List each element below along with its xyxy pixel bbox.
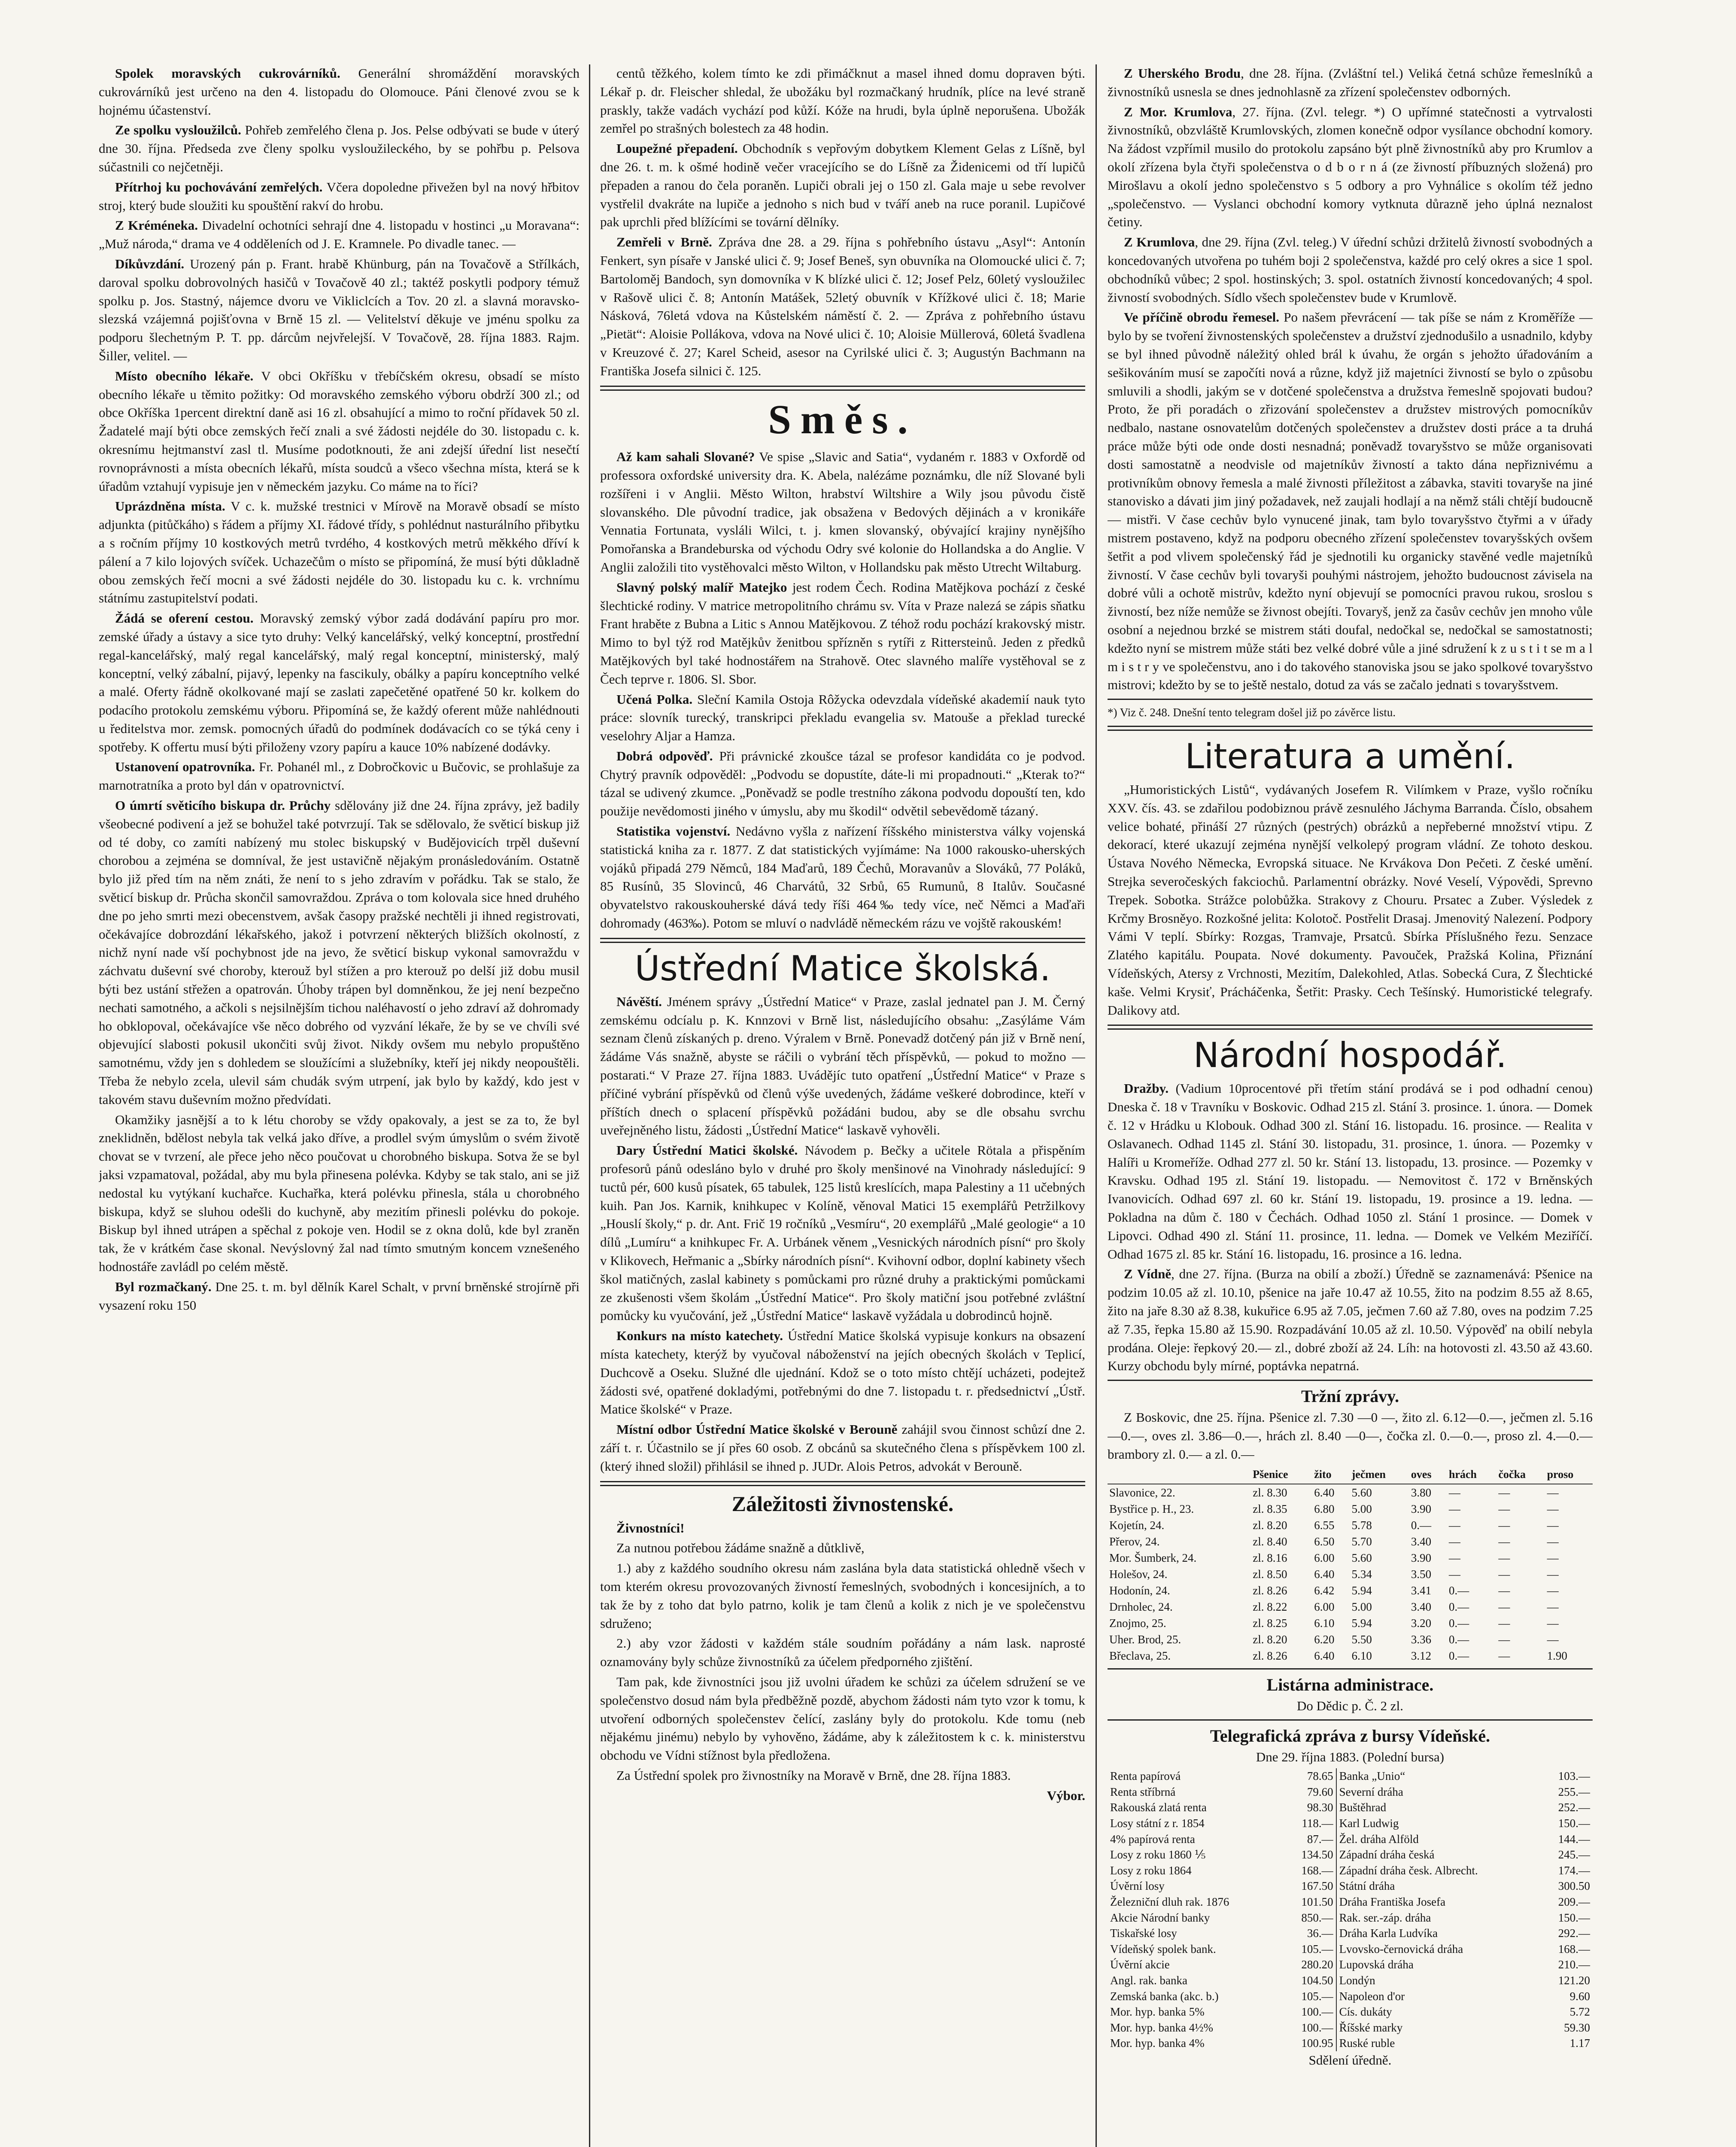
- security-name: Žel. dráha Alföld: [1339, 1832, 1419, 1846]
- security-price: 174.—: [1558, 1864, 1590, 1877]
- bourse-row: [1108, 1957, 1593, 1973]
- security-name: Losy státní z r. 1854: [1110, 1816, 1205, 1830]
- grain-price: 5.60: [1351, 1551, 1372, 1564]
- grain-price: 5.60: [1351, 1486, 1372, 1499]
- security-name: Renta stříbrná: [1110, 1785, 1176, 1798]
- market-town: Mor. Šumberk, 24.: [1109, 1551, 1197, 1564]
- news-paragraph: Zemřeli v Brně. Zpráva dne 28. a 29. října s pohřebního ústavu „Asyl“: Antonín Fenkert, syn písaře v Janské ulici č. 9; Josef Beneš, syn obuvníka na Olomoucké ulici č. 7; Bartoloměj Bandoch, syn domovníka v K blízké ulici č. 12; Josef Pelz, 60letý vysloužilec v Rašově ulici č. 8; Antonín Matášek, 52letý obuvník v Křížkové ulici č. 18; Marie Násková, 76letá vdova na Kůstelském náměstí č. 2. — Zpráva z pohřebního ústavu „Pietät“: Aloisie Pollákova, vdova na Nové ulici č. 10; Aloisie Müllerová, 60letá švadlena v Kreuzové č. 27; Karel Scheid, asesor na Cyrilské ulici č. 3; Augustýn Bachmann na Františka Josefa silnici č. 125.: [600, 234, 1085, 378]
- security-name: Dráha Karla Ludvíka: [1339, 1927, 1438, 1940]
- grain-price: 6.10: [1351, 1649, 1372, 1662]
- news-paragraph: Ustanovení opatrovníka. Fr. Pohanél ml., z Dobročkovic u Bučovic, se prohlašuje za marnotratníka a proto byl dán v opatrovnictví.: [99, 759, 580, 793]
- grain-row: [1108, 1484, 1593, 1501]
- bourse-row: [1108, 1925, 1593, 1941]
- security-price: 101.50: [1283, 1894, 1336, 1910]
- security-name: Karl Ludwig: [1339, 1816, 1399, 1830]
- security-name: Rak. ser.-záp. dráha: [1339, 1911, 1431, 1924]
- grain-price: —: [1449, 1567, 1461, 1581]
- bourse-footer: Sdělení úředně.: [1308, 2052, 1392, 2068]
- security-name: Rakouská zlatá renta: [1110, 1801, 1207, 1814]
- grain-price: zl. 8.20: [1253, 1518, 1287, 1532]
- grain-price: 0.—: [1449, 1649, 1469, 1662]
- section-divider: [600, 386, 1085, 391]
- grain-price: —: [1498, 1551, 1510, 1564]
- grain-price: —: [1547, 1502, 1559, 1515]
- grain-price: zl. 8.26: [1253, 1584, 1287, 1597]
- grain-row: [1108, 1599, 1593, 1615]
- zivnost-paragraph: 2.) aby vzor žádosti v každém stále soudním pořádány a nám lask. naprosté oznamovány byly schůze živnostníků za účelem předporného zjištění.: [600, 1636, 1085, 1670]
- grain-price: 5.94: [1351, 1584, 1372, 1597]
- grain-price: zl. 8.16: [1253, 1551, 1287, 1564]
- grain-price-table: [1108, 1466, 1593, 1664]
- section-divider: [1108, 726, 1593, 731]
- market-town: Přerov, 24.: [1109, 1535, 1160, 1548]
- zivnost-paragraph: Živnostníci!: [616, 1520, 685, 1536]
- local-news: [99, 64, 580, 1314]
- market-town: Hodonín, 24.: [1109, 1584, 1170, 1597]
- news-paragraph: Byl rozmačkaný. Dne 25. t. m. byl dělník Karel Schalt, v první brněnské strojírně při vysazení roku 150: [99, 1279, 580, 1313]
- grain-price: 0.—: [1449, 1616, 1469, 1630]
- telegram-paragraph: Ve příčině obrodu řemesel. Po našem převrácení — tak píše se nám z Kroměříže — bylo by se tvoření živnostenských společenstev a družství zjednodušilo a usnadnilo, kdyby se byl ihned původně náležitý ohled brál k úvahu, že orgán s jehožto úřadováním a sešikováním musí se započíti nová a různe, když již majetníci živností se bylo o způsobu smluvili a shodli, jakým se v dotčené společenstva a družstva řemeslně spojovati budou? Proto, že při poradách o zřizování společenstev a družstev mistrových pomocníkův nedbalo, nastane osnovatelům dotčených společenstev a družstev dosti práce a ta druhá práce může býti ode onde dosti nesnadná; poněvadž tovaryšstvo se může organisovati dosti samostatně a neodvisle od majetníkův živností a takto dána nepřiznivému a protivníkům obnovy řemesla a malé živnosti příležitost a zábavka, staviti tovaryše na jiné stanovisko a dávati jim jiný požadavek, než zaujali hodlají a na němž stáli chtějí budoucně — mistři. V čase cechův bylo vynucené jinak, tam bylo tovaryšstvo čtyřmi a v úřady mistrem postaveno, když na podporu obecného zřízení společenstev tovaryšských ovšem šetřit a pod vlivem společenský řád je sjednotili ku organicky stavěné vedle majetníků živností. V čase cechův byli tovaryši pouhými nástrojem, jehožto budoucnost závisela na dobré vůli a ochotě mistrův, kdežto nyní objevují se pomocníci pravou rukou, sroslou s živností, bez níže nemůže se živnost obejíti. Tovaryš, jenž za časův cechův jen mnoho vůle osobní a nejednou brzké se mistrem státi doufal, nedočkal se, nedočkal se samostatnosti; kdežto nyní se mistrem může státi bez velké dobré vůle a jiné sdružení k z u s t i t se m a l m i s t r y ve společenstvu, ano i do takového stanoviska jsou se jako spolkové tovaryšstvo mistrovi; kdežto by se to ještě nestalo, dotud za vás se začalo jednati s tovaryšstvem.: [1108, 310, 1593, 693]
- security-price: 168.—: [1558, 1942, 1590, 1955]
- security-price: 79.60: [1283, 1784, 1336, 1800]
- grain-price: —: [1498, 1535, 1510, 1548]
- security-name: Železniční dluh rak. 1876: [1110, 1895, 1229, 1908]
- grain-price: —: [1449, 1502, 1461, 1515]
- market-town: Holešov, 24.: [1109, 1567, 1168, 1581]
- literature-heading: Literatura a umění.: [1185, 736, 1515, 777]
- grain-price: 6.20: [1314, 1633, 1335, 1646]
- security-price: 59.30: [1564, 2021, 1590, 2034]
- grain-column-header: proso: [1545, 1466, 1593, 1484]
- grain-price: 5.94: [1351, 1616, 1372, 1630]
- grain-price: zl. 8.40: [1253, 1535, 1287, 1548]
- grain-price: 6.42: [1314, 1584, 1335, 1597]
- grain-price: —: [1547, 1518, 1559, 1532]
- section-divider: [600, 1481, 1085, 1486]
- smes-paragraph: Učená Polka. Sleční Kamila Ostoja Rôžycka odevzdala vídeňské akademií nauk tyto práce: slovník turecký, transkripci překladu evangelia sv. Matouše a překlad turecké veselohry Aljar a Hamza.: [600, 691, 1085, 744]
- security-name: Lvovsko-černovická dráha: [1339, 1942, 1463, 1955]
- zivnost-signature: Výbor.: [1047, 1788, 1085, 1803]
- security-price: 100.—: [1283, 2020, 1336, 2036]
- security-price: 150.—: [1558, 1911, 1590, 1924]
- bourse-row: [1108, 1941, 1593, 1957]
- grain-column-header: ječmen: [1350, 1466, 1409, 1484]
- security-price: 292.—: [1558, 1927, 1590, 1940]
- bourse-row: [1108, 1894, 1593, 1910]
- security-name: Úvěrní losy: [1110, 1879, 1165, 1893]
- security-price: 252.—: [1558, 1801, 1590, 1814]
- security-name: Cís. dukáty: [1339, 2005, 1392, 2019]
- grain-column-header: žito: [1312, 1466, 1350, 1484]
- grain-price: —: [1449, 1535, 1461, 1548]
- telegrams-section: [1108, 64, 1593, 694]
- security-price: 87.—: [1283, 1831, 1336, 1847]
- grain-price: 1.90: [1547, 1649, 1567, 1662]
- column-rule: [1096, 64, 1097, 2147]
- grain-price: —: [1547, 1535, 1559, 1548]
- grain-price: —: [1547, 1584, 1559, 1597]
- grain-price: —: [1547, 1551, 1559, 1564]
- telegram-paragraph: Z Uherského Brodu, dne 28. října. (Zvláštní tel.) Veliká četná schůze řemeslníků a živnostníků usnesla se dnes jednohlasně za zřízení společenstev odborných.: [1108, 66, 1593, 99]
- security-price: 36.—: [1283, 1925, 1336, 1941]
- security-name: Lupovská dráha: [1339, 1958, 1414, 1971]
- bourse-date: Dne 29. října 1883. (Polední bursa): [1256, 1749, 1445, 1765]
- smes-paragraph: Statistika vojenství. Nedávno vyšla z nařízení říšského ministerstva války vojenská statistická kniha za r. 1877. Z dat statistických vyjímáme: Na 1000 rakousko-uherských vojáků připadá 279 Němců, 184 Maďarů, 189 Čechů, Moravanův a Slováků, 77 Poláků, 85 Rusínů, 35 Slovinců, 46 Charvátů, 32 Srbů, 65 Rumunů, 8 Italův. Současné obyvatelstvo rakouskouherské dává tedy říši 464‰ tedy více, neč Němci a Maďaři dohromady (463‰). Potom se mluví o nadvládě německém rázu ve vojště rakouském!: [600, 824, 1085, 931]
- bourse-row: [1108, 1989, 1593, 2004]
- literature-paragraph: „Humoristických Listů“, vydávaných Josefem R. Vilímkem v Praze, vyšlo ročníku XXV. čís. 43. se zdařilou podobiznou právě zesnulého Jáchyma Barranda. Číslo, obsahem velice bohaté, přináší 27 různých (pestrých) obrázků a nepřeberné množství vtipu. Z dekorací, které ukazují zejména nynější velkolepý program vládní. Ze tohoto deskou. Ústava Nového Německa, Evropská situace. Ne Krvákova Don Pečeti. Z české umění. Strejka severočeských fakciochů. Parlamentní obrázky. Nové Veselí, Výpovědi, Sprevno Trepek. Sobotka. Strážce polobůžka. Strakovy z Chouru. Prsatec a Zuber. Výsledek z Krčmy Brosněyo. Rozkošné jelita: Kolotoč. Postřelit Drasaj. Jmenovitý Nalezení. Podpory Vámi V teplí. Sbírky: Rozgas, Tramvaje, Prsatců. Sbírka Příslušného řezu. Senzace Zlatého kapitálu. Poupata. Nové dokumenty. Pavouček, Pražská Kolina, Přiznání Vídeňských, Atersy z Vrchnosti, Mezitím, Dalekohled, Atlas. Sobecká Cura, Z Šlechtické kaše. Velmi Krysiť, Prácháčenka, Šetřit: Prasky. Cech Tešínský. Humoristické telegrafy. Dalikovy atd.: [1108, 782, 1593, 1018]
- security-price: 105.—: [1283, 1941, 1336, 1957]
- grain-price: 3.20: [1411, 1616, 1432, 1630]
- market-heading: Tržní zprávy.: [1301, 1387, 1399, 1406]
- security-price: 1.17: [1569, 2037, 1590, 2050]
- admin-heading: Listárna administrace.: [1266, 1675, 1434, 1694]
- grain-price: —: [1449, 1551, 1461, 1564]
- bourse-row: [1108, 1768, 1593, 1784]
- grain-row: [1108, 1648, 1593, 1664]
- smes-paragraph: Až kam sahali Slované? Ve spise „Slavic and Satia“, vydaném r. 1883 v Oxfordě od professora oxfordské university dra. K. Abela, nalézáme poznámku, dle níž Slované byli rozšířeni i v Anglii. Město Wilton, hrabství Wiltshire a Wily jsou původu čistě slovanského. Dle původní tradice, jak obsažena v Bedových dějinách a v kronikáře Vennatia Fortunata, vysláli Wilci, t. j. kmen slovanský, obývající krajiny nynějšího Pomořanska a Brandeburska od východu Odry své kolonie do Hollandska a do Anglie. V Anglii založili tito vystěhovalci město Wilton, v Hollandsku pak město Utrecht Wiltaburg.: [600, 449, 1085, 575]
- matice-paragraph: Konkurs na místo katechety. Ústřední Matice školská vypisuje konkurs na obsazení místa katechety, kterýž by vyučoval náboženství na jejích obecných školách v Teplicí, Duchcově a Oseku. Služné dle ujednání. Kdož se o toto místo chtějí ucházeti, podejtež žádosti své, opatřené dokladými, potřebnými do dne 7. listopadu t. r. předsednictví „Ústř. Matice školské“ v Praze.: [600, 1328, 1085, 1417]
- security-name: Renta papírová: [1110, 1770, 1181, 1783]
- grain-price: 3.12: [1411, 1649, 1432, 1662]
- security-name: Londýn: [1339, 1974, 1375, 1987]
- grain-price: 6.40: [1314, 1486, 1335, 1499]
- grain-column-header: [1108, 1466, 1251, 1484]
- admin-text: Do Dědic p. Č. 2 zl.: [1297, 1698, 1403, 1713]
- market-town: Uher. Brod, 25.: [1109, 1633, 1181, 1646]
- grain-price: zl. 8.35: [1253, 1502, 1287, 1515]
- grain-price: 3.50: [1411, 1567, 1432, 1581]
- security-name: Napoleon d'or: [1339, 1989, 1405, 2003]
- zivnost-heading: Záležitosti živnostenské.: [731, 1491, 954, 1516]
- grain-row: [1108, 1631, 1593, 1648]
- grain-price: 5.34: [1351, 1567, 1372, 1581]
- security-price: 103.—: [1558, 1770, 1590, 1783]
- news-paragraph: Ze spolku vysloužilců. Pohřeb zemřelého člena p. Jos. Pelse odbývati se bude v úterý dne 30. října. Předseda zve členy spolku vysloužileckého, by se pohřbu p. Pelsova súčastnili co nejčetněji.: [99, 122, 580, 174]
- zivnost-paragraph: Za Ústřední spolek pro živnostníky na Moravě v Brně, dne 28. října 1883.: [616, 1767, 1011, 1783]
- security-name: Vídeňský spolek bank.: [1110, 1942, 1216, 1955]
- news-paragraph: Místo obecního lékaře. V obci Okříšku v třebíčském okresu, obsadí se místo obecního lékaře u těmito požitky: Od moravského zemského výboru obdrží 300 zl.; od obce Okříška 1percent direktní daně asi 16 zl. obsahující a mimo to roční přídavek 50 zl. Žadatelé mají býti obce zemských řečí znali a své žádosti nejdéle do 30. listopadu c. k. okresnímu hejtmanství zasl tl. Musíme podotknouti, že ani zdejší úřední list nesečtí rovnoprávnosti a místa obecních lékařů, místa soudců a všeco všechna místa, která se k úřadům vztahují vypisuje jen v německém jazyku. Co máme na to říci?: [99, 368, 580, 494]
- grain-price: 6.80: [1314, 1502, 1335, 1515]
- bourse-row: [1108, 1816, 1593, 1831]
- telegram-paragraph: Z Mor. Krumlova, 27. října. (Zvl. telegr. *) O upřímné statečnosti a vytrvalosti živnostníků, obzvláště Krumlovských, zlomen konečně odpor vysílance obchodní komory. Na žádost vzpřímil musilo do protokolu zapsáno být plně živnostníků aby pro Krumlov a okolí zřízena byla čtyři společenstva o d b o r n á (ze živností příbuzných složená) pro Mirošlavu a okolí jedno společenstvo s 5 odbory a pro Vyhnálice s okolím též jedno „společenstvo. — Vyslanci obchodní komory vytknuta důrazně jeho úplná neznalost četiny.: [1108, 104, 1593, 230]
- news-paragraph: Z Kréméneka. Divadelní ochotníci sehrají dne 4. listopadu v hostinci „u Moravana“: „Muž národa,“ drama ve 4 odděleních od J. E. Kramnele. Po divadle tanec. —: [99, 218, 580, 252]
- security-price: 104.50: [1283, 1973, 1336, 1989]
- grain-row: [1108, 1550, 1593, 1566]
- grain-price: —: [1498, 1502, 1510, 1515]
- grain-price: —: [1547, 1600, 1559, 1613]
- grain-price: zl. 8.50: [1253, 1567, 1287, 1581]
- grain-price: —: [1498, 1518, 1510, 1532]
- bourse-row: [1108, 2020, 1593, 2036]
- grain-price: 3.90: [1411, 1502, 1432, 1515]
- grain-price: —: [1547, 1486, 1559, 1499]
- security-name: Tiskařské losy: [1110, 1927, 1177, 1940]
- grain-column-header: oves: [1409, 1466, 1447, 1484]
- security-price: 210.—: [1558, 1958, 1590, 1971]
- bourse-row: [1108, 1878, 1593, 1894]
- news-paragraph: Díkůvzdání. Urozený pán p. Frant. hrabě Khünburg, pán na Tovačově a Střílkách, daroval spolku dobrovolných hasičů v Tovačově 40 zl.; taktéž poskytli podpory témuž spolku p. Jos. Stastný, nájemce dvoru ve Vikliclcích a Tov. 20 zl. a slavná moravsko-slezská vzájemná pojišťovna v Brně 15 zl. — Velitelství děkuje ve jménu spolku za podporu šlechetným P. T. pp. dárcům nejvřelejší. V Tovačově, 28. října 1883. Rajm. Šiller, velitel. —: [99, 256, 580, 363]
- grain-price: 0.—: [1449, 1584, 1469, 1597]
- local-news-continued: [600, 64, 1085, 380]
- grain-price: zl. 8.22: [1253, 1600, 1287, 1613]
- matice-heading: Ústřední Matice školská.: [634, 948, 1051, 988]
- grain-price: 3.90: [1411, 1551, 1432, 1564]
- security-price: 168.—: [1283, 1863, 1336, 1879]
- grain-price: —: [1498, 1633, 1510, 1646]
- grain-price: 3.80: [1411, 1486, 1432, 1499]
- security-price: 280.20: [1283, 1957, 1336, 1973]
- security-name: Dráha Františka Josefa: [1339, 1895, 1446, 1908]
- security-price: 5.72: [1569, 2005, 1590, 2019]
- bourse-row: [1108, 1847, 1593, 1863]
- bourse-row: [1108, 1863, 1593, 1879]
- column-1: [99, 64, 580, 2147]
- matice-paragraph: Dary Ústřední Matici školské. Návodem p. Bečky a učitele Rötala a přispěním profesorů pánů odesláno bylo v druhé pro školy menšinové na Vinohrady následující: 9 tuctů pér, 600 kusů písatek, 65 tabulek, 125 listů kreslících, mapa Palestiny a 11 učebných kuih. Pan Jos. Karnik, knihkupec v Kolíně, věnoval Matici 15 exemplářů Petržilkovy „Houslí školy,“ p. dr. Ant. Frič 19 ročníků „Vesmíru“, 20 exemplářů „Malé geologie“ a 10 dílů „Lumíru“ a knihkupec Fr. A. Urbánek věnem „Vesnických národních písní“ pro školy v Klikovech, Heřmanic a „Sbírky národních písní“. Kvihovní odbor, doplní kabinety všech škol matičných, zaslal kabinety s pomůckami pro různé druhy a praktickými pomůckami ze zkušenosti všem školám „Ústřední Matice“. Pro školy matiční jsou potřebné zvláštní pomůcky ku vyučování, jež „Ústřední Matice“ laskavě vyžádala u dobrodinců hojně.: [600, 1143, 1085, 1323]
- smes-paragraph: Dobrá odpověď. Při právnické zkoušce tázal se profesor kandidáta co je podvod. Chytrý pravník odpověděl: „Podvodu se dopustíte, dáte-li mi propadnouti.“ „Kterak to?“ tázal se udivený zkumce. „Poněvadž se podle trestního zákona podvodu dopouští ten, kdo použije nevědomosti jiného v úmyslu, aby mu škodil“ odvětil sebevědomě tázaný.: [600, 748, 1085, 819]
- security-name: Státní dráha: [1339, 1879, 1395, 1893]
- grain-price: 5.00: [1351, 1502, 1372, 1515]
- security-price: 118.—: [1283, 1816, 1336, 1831]
- footnote: *) Viz č. 248. Dnešní tento telegram došel již po závěrce listu.: [1108, 706, 1396, 719]
- grain-table-body: [1108, 1484, 1593, 1664]
- grain-price: 0.—: [1411, 1518, 1432, 1532]
- security-name: Mor. hyp. banka 4½%: [1110, 2021, 1213, 2034]
- grain-row: [1108, 1517, 1593, 1533]
- security-name: Západní dráha česk. Albrecht.: [1339, 1864, 1478, 1877]
- smes-section: [600, 448, 1085, 933]
- security-name: Mor. hyp. banka 5%: [1110, 2005, 1205, 2019]
- security-name: Úvěrní akcie: [1110, 1958, 1170, 1971]
- matice-paragraph: Místní odbor Ústřední Matice školské v Berouně zahájil svou činnost schůzí dne 2. září t. r. Účastnilo se jí přes 60 osob. Z obcánů sa skutečného člena s příspěvkem 100 zl. (který ihned složil) přihlásil se ihned p. JUDr. Alois Petros, advokát v Berouně.: [600, 1422, 1085, 1474]
- market-town: Znojmo, 25.: [1109, 1616, 1166, 1630]
- grain-price: —: [1498, 1584, 1510, 1597]
- grain-row: [1108, 1566, 1593, 1582]
- grain-column-header: Pšenice: [1251, 1466, 1312, 1484]
- market-town: Bystřice p. H., 23.: [1109, 1502, 1194, 1515]
- bourse-row: [1108, 1910, 1593, 1926]
- security-price: 78.65: [1283, 1768, 1336, 1784]
- grain-price: 5.00: [1351, 1600, 1372, 1613]
- market-town: Břeclava, 25.: [1109, 1649, 1171, 1662]
- security-name: Akcie Národní banky: [1110, 1911, 1210, 1924]
- security-name: Losy z roku 1864: [1110, 1864, 1192, 1877]
- section-divider: [600, 938, 1085, 943]
- section-divider: [1108, 1719, 1593, 1721]
- security-price: 100.95: [1283, 2035, 1336, 2051]
- grain-price: —: [1547, 1616, 1559, 1630]
- news-paragraph: centů těžkého, kolem tímto ke zdi přimáčknut a masel ihned domu dopraven býti. Lékař p. dr. Fleischer shledal, že ubožáku byl rozmačkaný hrudník, plíce na levé straně praskly, takže vadách vychází pod kůží. Kóže na hrudi, byla úplně neporušena. Ubožák zemřel po strašných bolestech za 48 hodin.: [600, 66, 1085, 136]
- market-town: Drnholec, 24.: [1109, 1600, 1173, 1613]
- grain-price: 0.—: [1449, 1600, 1469, 1613]
- grain-row: [1108, 1582, 1593, 1599]
- market-intro: Z Boskovic, dne 25. října. Pšenice zl. 7.30 —0 —, žito zl. 6.12—0.—, ječmen zl. 5.16—0.—, oves zl. 3.86—0.—, hrách zl. 8.40 —0—, čočka zl. 0.—0.—, proso zl. 4.—0.— brambory zl. 0.— a zl. 0.—: [1108, 1410, 1593, 1462]
- matice-paragraph: Návěští. Jménem správy „Ústřední Matice“ v Praze, zaslal jednatel pan J. M. Černý zemskému odcíalu p. K. Knnzovi v Brně list, následujícího obsahu: „Zasýláme Vám seznam členů získaných p. dreno. Výralem v Brně. Ponevadž dotčený pán již v Brně není, žádáme Vás snažně, abyste se ráčili o vybrání těch příspěvků, — pokud to možno — postarati.“ V Praze 27. října 1883. Uvádějíc tuto opatření „Ústřední Matice“ v Praze s příčiné vybrání příspěvků od členů výše uvedených, žádáme veškeré dobrodince, kteří v příštích dnech o splacení příspěvků požádáni budou, aby se dle obsahu svrchu uveřejněného listu, žádosti „Ústřední Matice“ laskavě vyhověli.: [600, 994, 1085, 1138]
- economy-paragraph: Z Vídně, dne 27. října. (Burza na obilí a zboží.) Úředně se zaznamenává: Pšenice na podzim 10.05 až zl. 10.10, pšenice na jaře 10.47 až 10.55, žito na podzim 8.55 až 8.65, žito na jaře 8.30 až 8.38, kukuřice 6.95 až 7.05, ječmen 7.60 až 7.80, oves na podzim 7.25 až 7.35, řepka 15.80 až 15.90. Rozpadávání 10.05 až zl. 10.50. Výpověď na obilí nebyla prodána. Oleje: řepkový 20.— zl., dobré zboží až 24. Líh: na hotovosti zl. 43.50 až 43.60. Kurzy obchodu byly mírné, poptávka nepatrná.: [1108, 1266, 1593, 1374]
- security-name: Západní dráha česká: [1339, 1848, 1435, 1861]
- section-divider: [1108, 1668, 1593, 1670]
- section-divider: [1108, 1025, 1593, 1030]
- grain-price: zl. 8.30: [1253, 1486, 1287, 1499]
- grain-price: 6.10: [1314, 1616, 1335, 1630]
- security-price: 9.60: [1569, 1989, 1590, 2003]
- grain-column-header: čočka: [1497, 1466, 1545, 1484]
- security-name: Angl. rak. banka: [1110, 1974, 1187, 1987]
- security-price: 121.20: [1558, 1974, 1590, 1987]
- grain-price: —: [1449, 1486, 1461, 1499]
- bourse-row: [1108, 2035, 1593, 2051]
- zivnost-paragraph: 1.) aby z každého soudního okresu nám zaslána byla data statistická ohledně všech v tom kterém okresu provozovaných živností řemeslných, svobodných i koncesijních, a to tak že by z toho dat bylo patrno, kolik je tam členů a kolik z nich je ve společenstvu sdruženo;: [600, 1560, 1085, 1631]
- security-price: 300.50: [1558, 1879, 1590, 1893]
- security-price: 134.50: [1283, 1847, 1336, 1863]
- grain-row: [1108, 1533, 1593, 1550]
- security-price: 144.—: [1558, 1832, 1590, 1846]
- security-price: 167.50: [1283, 1878, 1336, 1894]
- market-town: Slavonice, 22.: [1109, 1486, 1175, 1499]
- grain-price: 6.40: [1314, 1649, 1335, 1662]
- security-price: 255.—: [1558, 1785, 1590, 1798]
- bourse-row: [1108, 1973, 1593, 1989]
- economy-heading: Národní hospodář.: [1193, 1035, 1507, 1076]
- grain-price: 6.00: [1314, 1600, 1335, 1613]
- news-paragraph: Okamžiky jasnější a to k létu choroby se vždy opakovaly, a jest se za to, že byl zneklidněn, bdělost nebyla tak velká jako dříve, a prodlel svým úmyslům o svém životě chovat se v tvrzení, ale přece jeho něco poučovat u chorobného biskupa. Sotva že se byl jaksi vzpamatoval, požádal, aby mu byla přinesena polévka. Kdyby se tak stalo, ani se již nedostal ku vytýkaní kuchařce. Kuchařka, která polévku přinesla, stála u chorobného biskupa, když se sluhou odešli do kuchyně, aby mezitím přinesli polévku do pokoje. Biskup byl ihned utrápen a spěchal z pokoje ven. Hodil se z okna dolů, kde byl zraněn tak, že v krátkém čase skonal. Nevýslovný žal nad tímto smutným koncem vznešeného hodnostáře zavládl po celém městě.: [99, 1112, 580, 1274]
- news-paragraph: Žádá se oferení cestou. Moravský zemský výbor zadá dodávání papíru pro mor. zemské úřady a ústavy a sice tyto druhy: Velký kancelářský, velký konceptní, prostřední regal-kancelářský, malý regal kancelářský, malý regal konceptní, ministerský, malý konceptní, velký zábalní, pijavý, lepenky na fascikuly, obálky a papíru konceptního velké a malé. Oferty řádně okolkované mají se zaslati zapečetěné opatřené 50 kr. kolkem do podacího protokolu zemskému výboru. Připomíná se, že každý oferent může nahlédnouti u ředitelstva mor. zemsk. pomocných úřadů do podmínek dodávacích co se týká ceny i spotřeby. K offertu musí býti přiloženy vzory papíru a kauce 10% nabízené dodávky.: [99, 611, 580, 754]
- grain-price: —: [1498, 1616, 1510, 1630]
- market-town: Kojetín, 24.: [1109, 1518, 1165, 1532]
- grain-price: 5.70: [1351, 1535, 1372, 1548]
- security-name: 4% papírová renta: [1110, 1832, 1195, 1846]
- news-paragraph: Loupežné přepadení. Obchodník s vepřovým dobytkem Klement Gelas z Líšně, byl dne 26. t. m. k ošmé hodině večer vracejícího se do Líšně za Židenicemi od tří lupičů přepaden a ranou do čela poraněn. Lupiči obrali jej o 150 zl. Gala maje u sebe revolver vystřelil dvakráte na lupiče a jednoho s nich bud v tváří aneb na ruce poranil. Lupičové pak uprchli před blížícími se tovární dělníky.: [600, 141, 1085, 230]
- telegram-paragraph: Z Krumlova, dne 29. října (Zvl. teleg.) V úřední schůzi držitelů živností svobodných a koncedovaných utvořena po tuhém boji 2 společenstva, každé pro celý okres a sice 1 spol. obchodníků vůbec; 2 spol. hostinských; 3. spol. ostatních živností koncedovaných; 4 spol. živností svobodných. Sídlo všech společenstev bude v Krumlově.: [1108, 234, 1593, 305]
- grain-price: 6.50: [1314, 1535, 1335, 1548]
- security-price: 245.—: [1558, 1848, 1590, 1861]
- grain-price: —: [1498, 1649, 1510, 1662]
- bourse-row: [1108, 2004, 1593, 2020]
- zivnost-section: [600, 1519, 1085, 1785]
- grain-price: zl. 8.25: [1253, 1616, 1287, 1630]
- smes-heading: Směs.: [768, 396, 917, 442]
- smes-paragraph: Slavný polský malíř Matejko jest rodem Čech. Rodina Matějkova pochází z české šlechtické rodiny. V matrice metropolitního chrámu sv. Víta v Praze nalezá se zápis sňatku Frant hraběte z Bubna a Litic s Annou Matějkovou. Z téhož rodu pochází krakovský mistr. Mimo to byl týž rod Matějkův ženitbou spřízněn s rytíři z Rittersteinů. Jeden z předků Matějkových byl také hodnostářem na Strahově. Otec slavného malíře vystěhoval se z Čech teprve r. 1806. Sl. Sbor.: [600, 579, 1085, 687]
- zivnost-paragraph: Za nutnou potřebou žádáme snažně a důtklivě,: [616, 1540, 865, 1556]
- security-name: Říšské marky: [1339, 2021, 1403, 2034]
- security-price: 98.30: [1283, 1800, 1336, 1816]
- literature-section: [1108, 781, 1593, 1019]
- security-price: 100.—: [1283, 2004, 1336, 2020]
- note-divider: [1108, 699, 1593, 700]
- security-name: Buštěhrad: [1339, 1801, 1387, 1814]
- bourse-row: [1108, 1831, 1593, 1847]
- security-name: Zemská banka (akc. b.): [1110, 1989, 1219, 2003]
- grain-price: 6.55: [1314, 1518, 1335, 1532]
- grain-column-header: hrách: [1447, 1466, 1497, 1484]
- grain-price: —: [1547, 1633, 1559, 1646]
- grain-price: 3.36: [1411, 1633, 1432, 1646]
- grain-price: —: [1498, 1567, 1510, 1581]
- grain-price: 3.40: [1411, 1600, 1432, 1613]
- bourse-table: [1108, 1768, 1593, 2051]
- security-price: 105.—: [1283, 1989, 1336, 2004]
- security-name: Losy z roku 1860 ⅕: [1110, 1848, 1206, 1861]
- bourse-row: [1108, 1784, 1593, 1800]
- grain-row: [1108, 1501, 1593, 1517]
- economy-paragraph: Dražby. (Vadium 10procentové při třetím stání prodává se i pod odhadní cenou) Dneska č. 18 v Travníku v Boskovic. Odhad 215 zl. Stání 3. prosince. 1. února. — Domek č. 12 v Hrádku u Klobouk. Odhad 300 zl. Stání 16. listopadu. 16. prosince. — Realita v Oslavanech. Odhad 1145 zl. Stání 30. listopadu, 31. prosince, 1. února. — Pozemky v Halíři u Kromeříže. Odhad 277 zl. 50 kr. Stání 13. listopadu, 13. prosince. — Pozemky v Kravsku. Odhad 195 zl. Stání 19. listopadu. — Nemovitost č. 172 v Brněnských Ivanovicích. Odhad 697 zl. 60 kr. Stání 19. listopadu, 19. prosince a 19. ledna. — Pokladna na dům č. 180 v Čechách. Odhad 1050 zl. Stání 1 prosince. — Domek v Lipovci. Odhad 490 zl. Stání 11. prosince, 11. ledna. — Domek ve Velkém Meziříčí. Odhad 1675 zl. 85 kr. Stání 16. listopadu, 16. prosince a 16. ledna.: [1108, 1081, 1593, 1262]
- security-price: 150.—: [1558, 1816, 1590, 1830]
- security-name: Banka „Unio“: [1339, 1770, 1405, 1783]
- grain-price: 3.40: [1411, 1535, 1432, 1548]
- grain-price: —: [1498, 1486, 1510, 1499]
- grain-row: [1108, 1615, 1593, 1631]
- matice-section: [600, 993, 1085, 1476]
- grain-table-header: [1108, 1466, 1593, 1484]
- bourse-row: [1108, 1800, 1593, 1816]
- security-name: Ruské ruble: [1339, 2037, 1395, 2050]
- news-paragraph: Přítrhoj ku pochovávání zemřelých. Včera dopoledne přivežen byl na nový hřbitov stroj, který bude sloužiti ku spouštění rakví do hrobu.: [99, 179, 580, 213]
- security-name: Mor. hyp. banka 4%: [1110, 2037, 1205, 2050]
- security-price: 850.—: [1283, 1910, 1336, 1926]
- grain-price: 6.00: [1314, 1551, 1335, 1564]
- column-3: [1108, 64, 1593, 2147]
- grain-price: 3.41: [1411, 1584, 1432, 1597]
- grain-price: —: [1449, 1518, 1461, 1532]
- news-paragraph: Spolek moravských cukrovárníků. Generální shromáždění moravských cukrovárníků jest určeno na den 4. listopadu do Olomouce. Páni členové zvou se k hojnému účastenství.: [99, 66, 580, 118]
- grain-price: 0.—: [1449, 1633, 1469, 1646]
- news-paragraph: Uprázdněna místa. V c. k. mužské trestnici v Mírově na Moravě obsadí se místo adjunkta (pitůčkáho) s řádem a příjmy XI. řádové třídy, s pohlédnut nasturálního přibytku a s ročním příjmy 10 kostkových metrů tvrdého, 4 kostkových metrů měkkého dříví k pálení a 7 kilo lojových svíček. Uchazečům o místo se připomíná, že musí býti důkladně obou zemských řečí mocni a své žádosti nejdéle do 30. listopadu ku c. k. vrchnímu státnímu zastupitelství podati.: [99, 499, 580, 606]
- bourse-heading: Telegrafická zpráva z bursy Vídeňské.: [1210, 1726, 1490, 1746]
- bourse-table-body: [1108, 1768, 1593, 2051]
- grain-price: —: [1547, 1567, 1559, 1581]
- security-price: 209.—: [1558, 1895, 1590, 1908]
- column-rule: [589, 64, 590, 2147]
- news-paragraph: O úmrtí světicího biskupa dr. Průchy sdělovány již dne 24. října zprávy, jež badily všeobecné podivení a jež se bohužel také potvrzují. Tak se sdělovalo, že světicí biskup již od té doby, co zamíti nabízený mu stolec biskupský v Budějovicích trpěl duševní chorobou a zejména se domníval, že jest ustavičně nějakým pronásledováním. Ostatně bylo již před tím na něm znáti, že není to s jeho zdravím v pořádku. Tak se stalo, že světicí biskup dr. Průcha skončil samovraždou. Zpráva o tom kolovala sice hned druhého dne po jeho smrti mezi obecenstvem, avšak časopy pražské nechtěli ji ihned registrovati, očekávajíce dobrozdání lékařského, jakož i potvrzení některých bližších okolností, z nichž nyní nade vší pochybnost jde na jevo, že světicí biskup vykonal samovraždu v záchvatu duševní své choroby, kterouž byl stížen a pro kterouž po delší již dobu musil býti bez ustání střežen a opatrován. Úhoby trápen byl domněnkou, že jej není bezpečno nechati samotného, a ačkoli s nejsilnějším tichou naléhavostí o jeho zdraví až dohromady ho obklopoval, očekávajíce vše něco dobrého od vyzvání lékaře, že by se ve chvíli své objevující slabosti pokusil ukončiti svůj život. Nikdy ovšem mu nebylo propuštěno samotnému, vždy jen s dohledem se sloužícími a služebníky, kteří jej nikdy neopouštěli. Třeba že nebylo zcela, ulevil sám chudák svým utrpení, jak bylo by každý, kdo jest v takovém stavu duševním možno předvídati.: [99, 798, 580, 1107]
- zivnost-paragraph: Tam pak, kde živnostníci jsou již uvolni úřadem ke schůzi za účelem sdružení se ve společenstvo dosud nám byla předběžně pozdě, abychom žádosti nám tyto vzor k tomu, k utvoření odborných společenstev čelící, zaslány byly do protokolu. Kde tomu (neb nějakému jinému) nebylo by vyhověno, žádáme, aby k záležitostem k c. k. ministerstvu obchodu ve Vídni stížnost byla předložena.: [600, 1674, 1085, 1763]
- grain-price: 5.50: [1351, 1633, 1372, 1646]
- column-2: [600, 64, 1085, 2147]
- security-name: Severní dráha: [1339, 1785, 1403, 1798]
- economy-section: [1108, 1080, 1593, 1375]
- grain-price: 6.40: [1314, 1567, 1335, 1581]
- section-divider: [1108, 1380, 1593, 1381]
- grain-price: zl. 8.26: [1253, 1649, 1287, 1662]
- grain-price: —: [1498, 1600, 1510, 1613]
- grain-price: 5.78: [1351, 1518, 1372, 1532]
- grain-price: zl. 8.20: [1253, 1633, 1287, 1646]
